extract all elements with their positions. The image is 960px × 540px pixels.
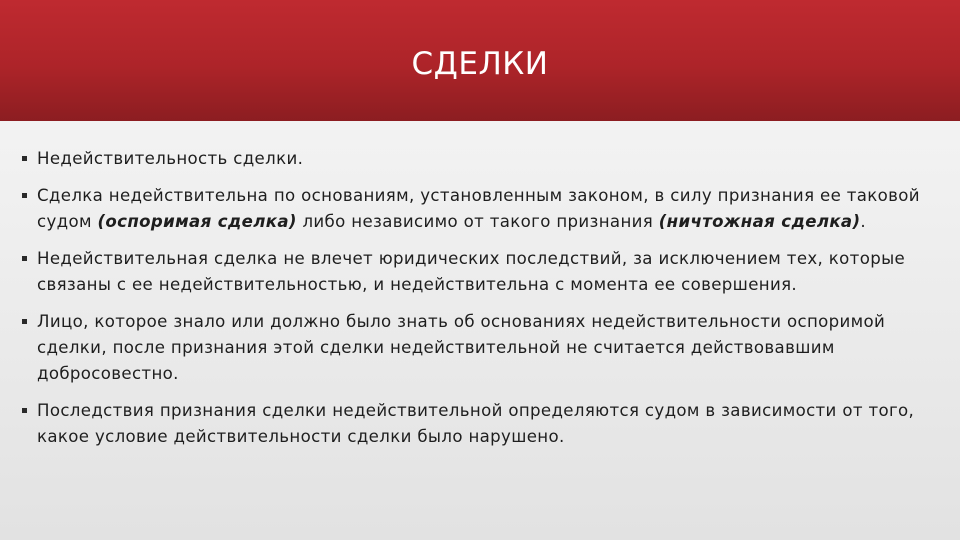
bullet-text: либо независимо от такого признания [296,212,659,231]
bullet-text: Недействительность сделки. [37,149,304,168]
square-bullet-icon [22,408,27,413]
square-bullet-icon [22,319,27,324]
bullet-text: Недействительная сделка не влечет юридических последствий, за исключением тех, которые связаны с ее недействительностью, и недействительна с момента ее совершения. [37,249,906,294]
title-bar [0,0,960,121]
emphasized-term: (ничтожная сделка) [658,212,861,231]
bullet-list [20,146,952,461]
bullet-item [20,183,952,235]
bullet-item [20,309,952,387]
bullet-text: . [860,212,867,231]
slide-title: СДЕЛКИ [411,46,549,82]
bullet-item [20,246,952,298]
emphasized-term: (оспоримая сделка) [97,212,297,231]
bullet-text: Лицо, которое знало или должно было знать об основаниях недействительности оспоримой сделки, после признания этой сделки недействительной не считается действовавшим добросовестно. [37,312,886,383]
square-bullet-icon [22,156,27,161]
bullet-item [20,398,952,450]
bullet-text: Последствия признания сделки недействительной определяются судом в зависимости от того, какое условие действительности сделки было нарушено. [37,401,915,446]
bullet-text: Сделка недействительна по основаниям, установленным законом, в силу признания ее таковой судом [37,186,920,231]
bullet-item [20,146,952,172]
square-bullet-icon [22,193,27,198]
square-bullet-icon [22,256,27,261]
